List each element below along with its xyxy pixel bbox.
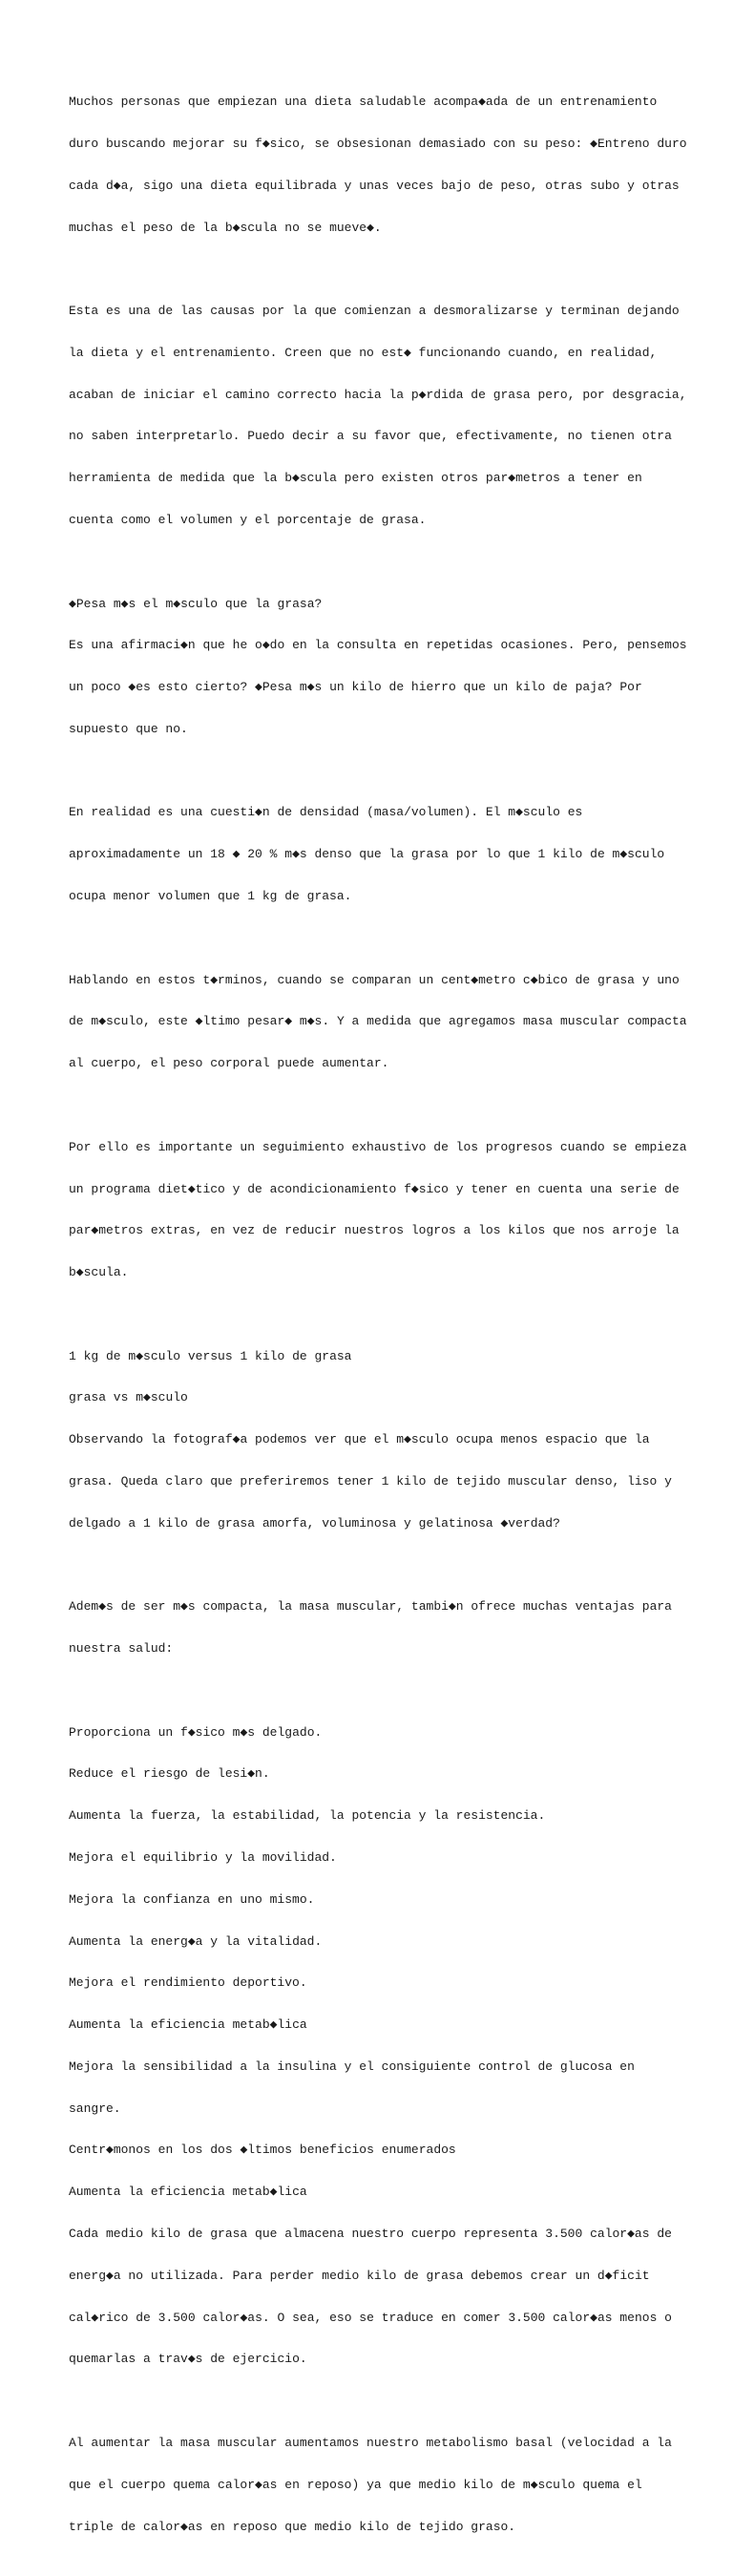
text-line: Hablando en estos t◆rminos, cuando se comparan un cent◆metro c◆bico de grasa y uno bbox=[69, 972, 680, 987]
paragraph-benefits-list bbox=[69, 1698, 680, 2395]
paragraph-advantages bbox=[69, 1573, 680, 1684]
text-line: nuestra salud: bbox=[69, 1641, 174, 1657]
text-line: supuesto que no. bbox=[69, 721, 188, 736]
text-line: duro buscando mejorar su f◆sico, se obsesionan demasiado con su peso: ◆Entreno duro bbox=[69, 136, 687, 151]
list-item: Aumenta la fuerza, la estabilidad, la potencia y la resistencia. bbox=[69, 1808, 546, 1824]
document-page bbox=[69, 68, 687, 2576]
text-line: triple de calor◆as en reposo que medio kilo de tejido graso. bbox=[69, 2519, 516, 2534]
list-item: Mejora la sensibilidad a la insulina y el consiguiente control de glucosa en bbox=[69, 2059, 635, 2074]
text-line: par◆metros extras, en vez de reducir nuestros logros a los kilos que nos arroje la bbox=[69, 1223, 680, 1238]
list-item: Mejora la confianza en uno mismo. bbox=[69, 1891, 315, 1907]
paragraph-comparison bbox=[69, 1321, 680, 1558]
paragraph-tracking bbox=[69, 1113, 687, 1308]
text-line: Esta es una de las causas por la que comienzan a desmoralizarse y terminan dejando bbox=[69, 304, 680, 319]
text-line: cal◆rico de 3.500 calor◆as. O sea, eso se traduce en comer 3.500 calor◆as menos o bbox=[69, 2310, 672, 2325]
text-line: delgado a 1 kilo de grasa amorfa, voluminosa y gelatinosa ◆verdad? bbox=[69, 1515, 560, 1531]
list-item: Mejora el rendimiento deportivo. bbox=[69, 1975, 307, 1991]
text-line: cuenta como el volumen y el porcentaje de grasa. bbox=[69, 513, 427, 527]
text-line: En realidad es una cuesti◆n de densidad (masa/volumen). El m◆sculo es bbox=[69, 805, 583, 820]
text-line: ocupa menor volumen que 1 kg de grasa. bbox=[69, 889, 352, 904]
text-line: de m◆sculo, este ◆ltimo pesar◆ m◆s. Y a medida que agregamos masa muscular compacta bbox=[69, 1014, 687, 1029]
text-line: al cuerpo, el peso corporal puede aumentar. bbox=[69, 1056, 389, 1071]
text-line: la dieta y el entrenamiento. Creen que no est◆ funcionando cuando, en realidad, bbox=[69, 345, 658, 360]
paragraph-causes bbox=[69, 277, 687, 556]
paragraph-question bbox=[69, 569, 687, 764]
text-line: Cada medio kilo de grasa que almacena nuestro cuerpo representa 3.500 calor◆as de bbox=[69, 2227, 672, 2242]
list-item: Mejora el equilibrio y la movilidad. bbox=[69, 1850, 337, 1865]
text-line: herramienta de medida que la b◆scula pero existen otros par◆metros a tener en bbox=[69, 471, 642, 486]
text-line: Al aumentar la masa muscular aumentamos nuestro metabolismo basal (velocidad a la bbox=[69, 2435, 672, 2450]
paragraph-terms bbox=[69, 945, 687, 1099]
text-line: Observando la fotograf◆a podemos ver que el m◆sculo ocupa menos espacio que la bbox=[69, 1432, 650, 1447]
text-line: Muchos personas que empiezan una dieta saludable acompa◆ada de un entrenamiento bbox=[69, 95, 658, 110]
paragraph-intro bbox=[69, 68, 687, 263]
list-item: sangre. bbox=[69, 2101, 121, 2116]
text-line: un poco ◆es esto cierto? ◆Pesa m◆s un kilo de hierro que un kilo de paja? Por bbox=[69, 680, 642, 695]
text-line: Adem◆s de ser m◆s compacta, la masa muscular, tambi◆n ofrece muchas ventajas para bbox=[69, 1599, 672, 1615]
text-line: grasa. Queda claro que preferiremos tener 1 kilo de tejido muscular denso, liso y bbox=[69, 1473, 672, 1489]
text-line: grasa vs m◆sculo bbox=[69, 1390, 188, 1405]
text-line: Aumenta la eficiencia metab◆lica bbox=[69, 2185, 307, 2200]
list-item: Aumenta la energ◆a y la vitalidad. bbox=[69, 1933, 323, 1949]
text-line: 1 kg de m◆sculo versus 1 kilo de grasa bbox=[69, 1348, 352, 1363]
text-line: aproximadamente un 18 ◆ 20 % m◆s denso que la grasa por lo que 1 kilo de m◆sculo bbox=[69, 847, 665, 862]
text-line: Es una afirmaci◆n que he o◆do en la consulta en repetidas ocasiones. Pero, pensemos bbox=[69, 638, 687, 653]
paragraph-metabolism bbox=[69, 2409, 680, 2563]
text-line: acaban de iniciar el camino correcto hacia la p◆rdida de grasa pero, por desgracia, bbox=[69, 387, 687, 402]
list-item: Proporciona un f◆sico m◆s delgado. bbox=[69, 1724, 323, 1740]
text-line: energ◆a no utilizada. Para perder medio kilo de grasa debemos crear un d◆ficit bbox=[69, 2268, 650, 2283]
text-line: b◆scula. bbox=[69, 1265, 129, 1280]
text-line: no saben interpretarlo. Puedo decir a su favor que, efectivamente, no tienen otra bbox=[69, 429, 672, 444]
paragraph-density bbox=[69, 778, 680, 932]
text-line: ◆Pesa m◆s el m◆sculo que la grasa? bbox=[69, 596, 323, 611]
text-line: quemarlas a trav◆s de ejercicio. bbox=[69, 2352, 307, 2367]
list-item: Reduce el riesgo de lesi◆n. bbox=[69, 1766, 270, 1782]
text-line: Centr◆monos en los dos ◆ltimos beneficios enumerados bbox=[69, 2143, 456, 2158]
text-line: muchas el peso de la b◆scula no se mueve◆. bbox=[69, 220, 382, 235]
text-line: que el cuerpo quema calor◆as en reposo) ya que medio kilo de m◆sculo quema el bbox=[69, 2477, 642, 2492]
text-line: cada d◆a, sigo una dieta equilibrada y unas veces bajo de peso, otras subo y otras bbox=[69, 178, 680, 193]
text-line: Por ello es importante un seguimiento exhaustivo de los progresos cuando se empieza bbox=[69, 1139, 687, 1154]
list-item: Aumenta la eficiencia metab◆lica bbox=[69, 2017, 307, 2033]
text-line: un programa diet◆tico y de acondicionamiento f◆sico y tener en cuenta una serie de bbox=[69, 1181, 680, 1196]
